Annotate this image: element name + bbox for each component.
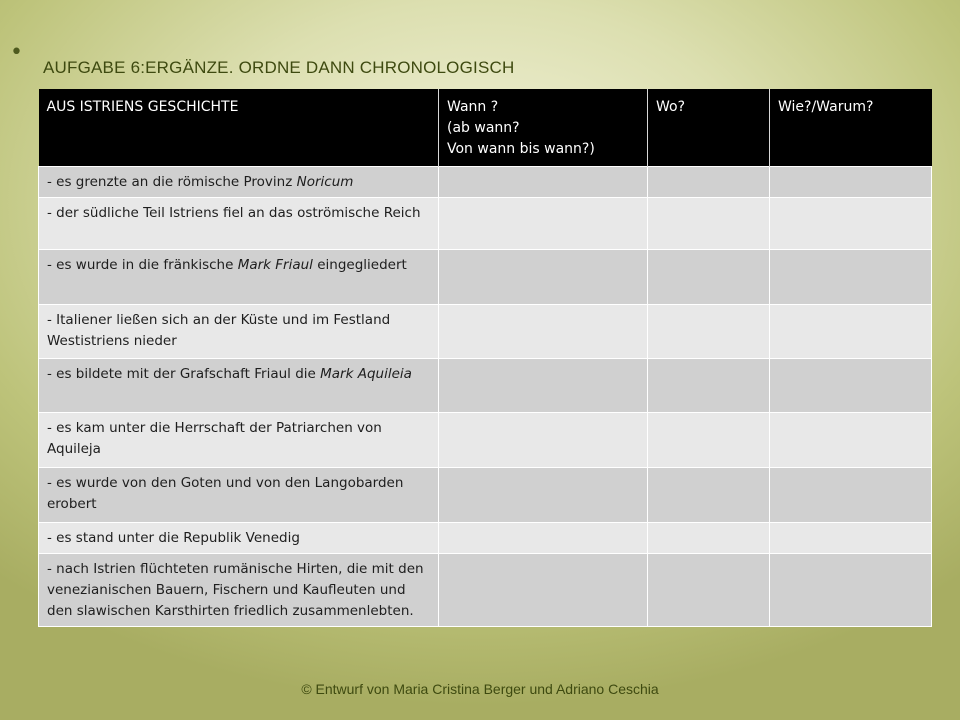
- event-cell: [39, 554, 439, 627]
- table-row: [39, 523, 932, 554]
- table-row: [39, 250, 932, 305]
- event-text-italic: Noricum: [296, 174, 354, 190]
- how-why-cell[interactable]: [770, 167, 932, 198]
- event-text-italic: Mark Aquileia: [320, 366, 412, 382]
- where-cell[interactable]: [648, 359, 770, 413]
- event-text: - nach Istrien flüchteten rumänische Hirten, die mit den venezianischen Bauern, Fischern und Kaufleuten und den slawischen Karsthirten friedlich zusammenlebten.: [47, 561, 424, 619]
- how-why-cell[interactable]: [770, 468, 932, 523]
- where-cell[interactable]: [648, 554, 770, 627]
- copyright-footer: © Entwurf von Maria Cristina Berger und Adriano Ceschia: [301, 681, 659, 697]
- table-row: [39, 167, 932, 198]
- event-cell: [39, 167, 439, 198]
- page-title: AUFGABE 6:ERGÄNZE. ORDNE DANN CHRONOLOGISCH: [43, 58, 515, 77]
- when-cell[interactable]: [439, 198, 648, 250]
- event-text-italic: Mark Friaul: [237, 257, 313, 273]
- event-text: - Italiener ließen sich an der Küste und im Festland Westistriens nieder: [47, 312, 391, 349]
- event-text: - es wurde von den Goten und von den Langobarden erobert: [47, 475, 404, 512]
- where-cell[interactable]: [648, 305, 770, 359]
- event-cell: [39, 359, 439, 413]
- header-where: Wo?: [648, 89, 770, 167]
- history-table: [38, 89, 932, 627]
- event-text: - es wurde in die fränkische: [47, 257, 238, 273]
- how-why-cell[interactable]: [770, 554, 932, 627]
- where-cell[interactable]: [648, 468, 770, 523]
- how-why-cell[interactable]: [770, 359, 932, 413]
- event-text: - es stand unter die Republik Venedig: [47, 530, 300, 546]
- header-when-line: Wann ?: [447, 99, 499, 115]
- where-cell[interactable]: [648, 167, 770, 198]
- where-cell[interactable]: [648, 523, 770, 554]
- header-history: AUS ISTRIENS GESCHICHTE: [39, 89, 439, 167]
- when-cell[interactable]: [439, 305, 648, 359]
- event-cell: [39, 250, 439, 305]
- event-text: - es grenzte an die römische Provinz: [47, 174, 297, 190]
- header-when: [439, 89, 648, 167]
- event-text: - der südliche Teil Istriens fiel an das oströmische Reich: [47, 205, 421, 221]
- bullet-marker: •: [10, 40, 23, 65]
- when-cell[interactable]: [439, 359, 648, 413]
- table-row: [39, 413, 932, 468]
- header-how-why: Wie?/Warum?: [770, 89, 932, 167]
- where-cell[interactable]: [648, 198, 770, 250]
- how-why-cell[interactable]: [770, 250, 932, 305]
- when-cell[interactable]: [439, 523, 648, 554]
- table-row: [39, 305, 932, 359]
- event-cell: [39, 305, 439, 359]
- when-cell[interactable]: [439, 413, 648, 468]
- when-cell[interactable]: [439, 250, 648, 305]
- event-cell: [39, 468, 439, 523]
- where-cell[interactable]: [648, 250, 770, 305]
- when-cell[interactable]: [439, 468, 648, 523]
- table-row: [39, 468, 932, 523]
- event-cell: [39, 198, 439, 250]
- event-text: - es bildete mit der Grafschaft Friaul die: [47, 366, 321, 382]
- how-why-cell[interactable]: [770, 413, 932, 468]
- how-why-cell[interactable]: [770, 198, 932, 250]
- when-cell[interactable]: [439, 554, 648, 627]
- where-cell[interactable]: [648, 413, 770, 468]
- header-when-line: (ab wann?: [447, 120, 520, 136]
- event-text: - es kam unter die Herrschaft der Patriarchen von Aquileja: [47, 420, 382, 457]
- event-cell: [39, 413, 439, 468]
- header-when-line: Von wann bis wann?): [447, 141, 595, 157]
- when-cell[interactable]: [439, 167, 648, 198]
- table-row: [39, 554, 932, 627]
- how-why-cell[interactable]: [770, 523, 932, 554]
- event-cell: [39, 523, 439, 554]
- table-header-row: [39, 89, 932, 167]
- table-row: [39, 198, 932, 250]
- how-why-cell[interactable]: [770, 305, 932, 359]
- event-text: eingegliedert: [312, 257, 407, 273]
- table-row: [39, 359, 932, 413]
